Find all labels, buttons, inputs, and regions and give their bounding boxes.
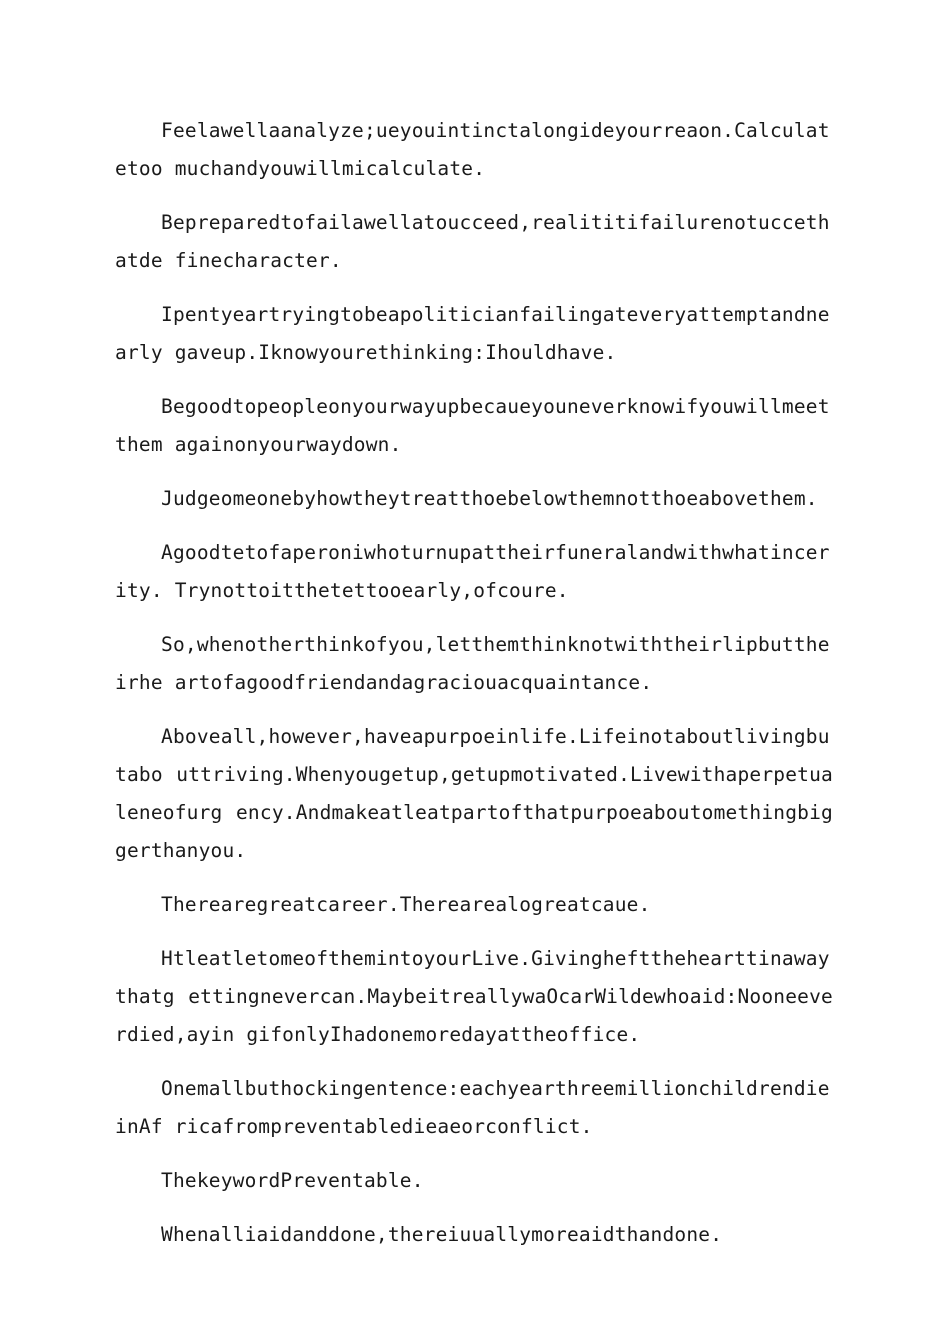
paragraph: HtleatletomeofthemintoyourLive.Givingheftthehearttinawaythatg ettingnevercan.MaybeitreallywaOcarWildewhoaid:Nooneeverdied,ayin gifonlyIhadonemoredayattheoffice.: [115, 947, 833, 1046]
paragraph: Begoodtopeopleonyourwayupbecaueyouneverknowifyouwillmeetthem againonyourwaydown.: [115, 395, 830, 456]
paragraph: ThekeywordPreventable.: [161, 1169, 424, 1192]
paragraph: Whenalliaidanddone,thereiuuallymoreaidthandone.: [161, 1223, 723, 1246]
paragraph: Feelawellaanalyze;ueyouintinctalongideyourreaon.Calculatetoo muchandyouwillmicalculate.: [115, 119, 830, 180]
paragraph: Ipentyeartryingtobeapoliticianfailingateveryattemptandnearly gaveup.Iknowyourethinking:Ihouldhave.: [115, 303, 830, 364]
paragraph: Aboveall,however,haveapurpoeinlife.Lifeinotaboutlivingbutabo uttriving.Whenyougetup,getupmotivated.Livewithaperpetualeneofurg ency.Andmakeatleatpartofthatpurpoeaboutomethingbiggerthanyou.: [115, 725, 833, 862]
document-body: [115, 112, 833, 1270]
paragraph: Therearegreatcareer.Therearealogreatcaue.: [161, 893, 651, 916]
paragraph: Judgeomeonebyhowtheytreatthoebelowthemnotthoeabovethem.: [161, 487, 818, 510]
paragraph: Onemallbuthockingentence:eachyearthreemillionchildrendieinAf ricafrompreventabledieaeorconflict.: [115, 1077, 830, 1138]
paragraph: Agoodtetofaperoniwhoturnupattheirfuneralandwithwhatincerity. Trynottoitthetettooearly,ofcoure.: [115, 541, 830, 602]
paragraph: So,whenotherthinkofyou,letthemthinknotwiththeirlipbuttheirhe artofagoodfriendandagraciouacquaintance.: [115, 633, 830, 694]
paragraph: Bepreparedtofailawellatoucceed,realititifailurenotuccethatde finecharacter.: [115, 211, 830, 272]
